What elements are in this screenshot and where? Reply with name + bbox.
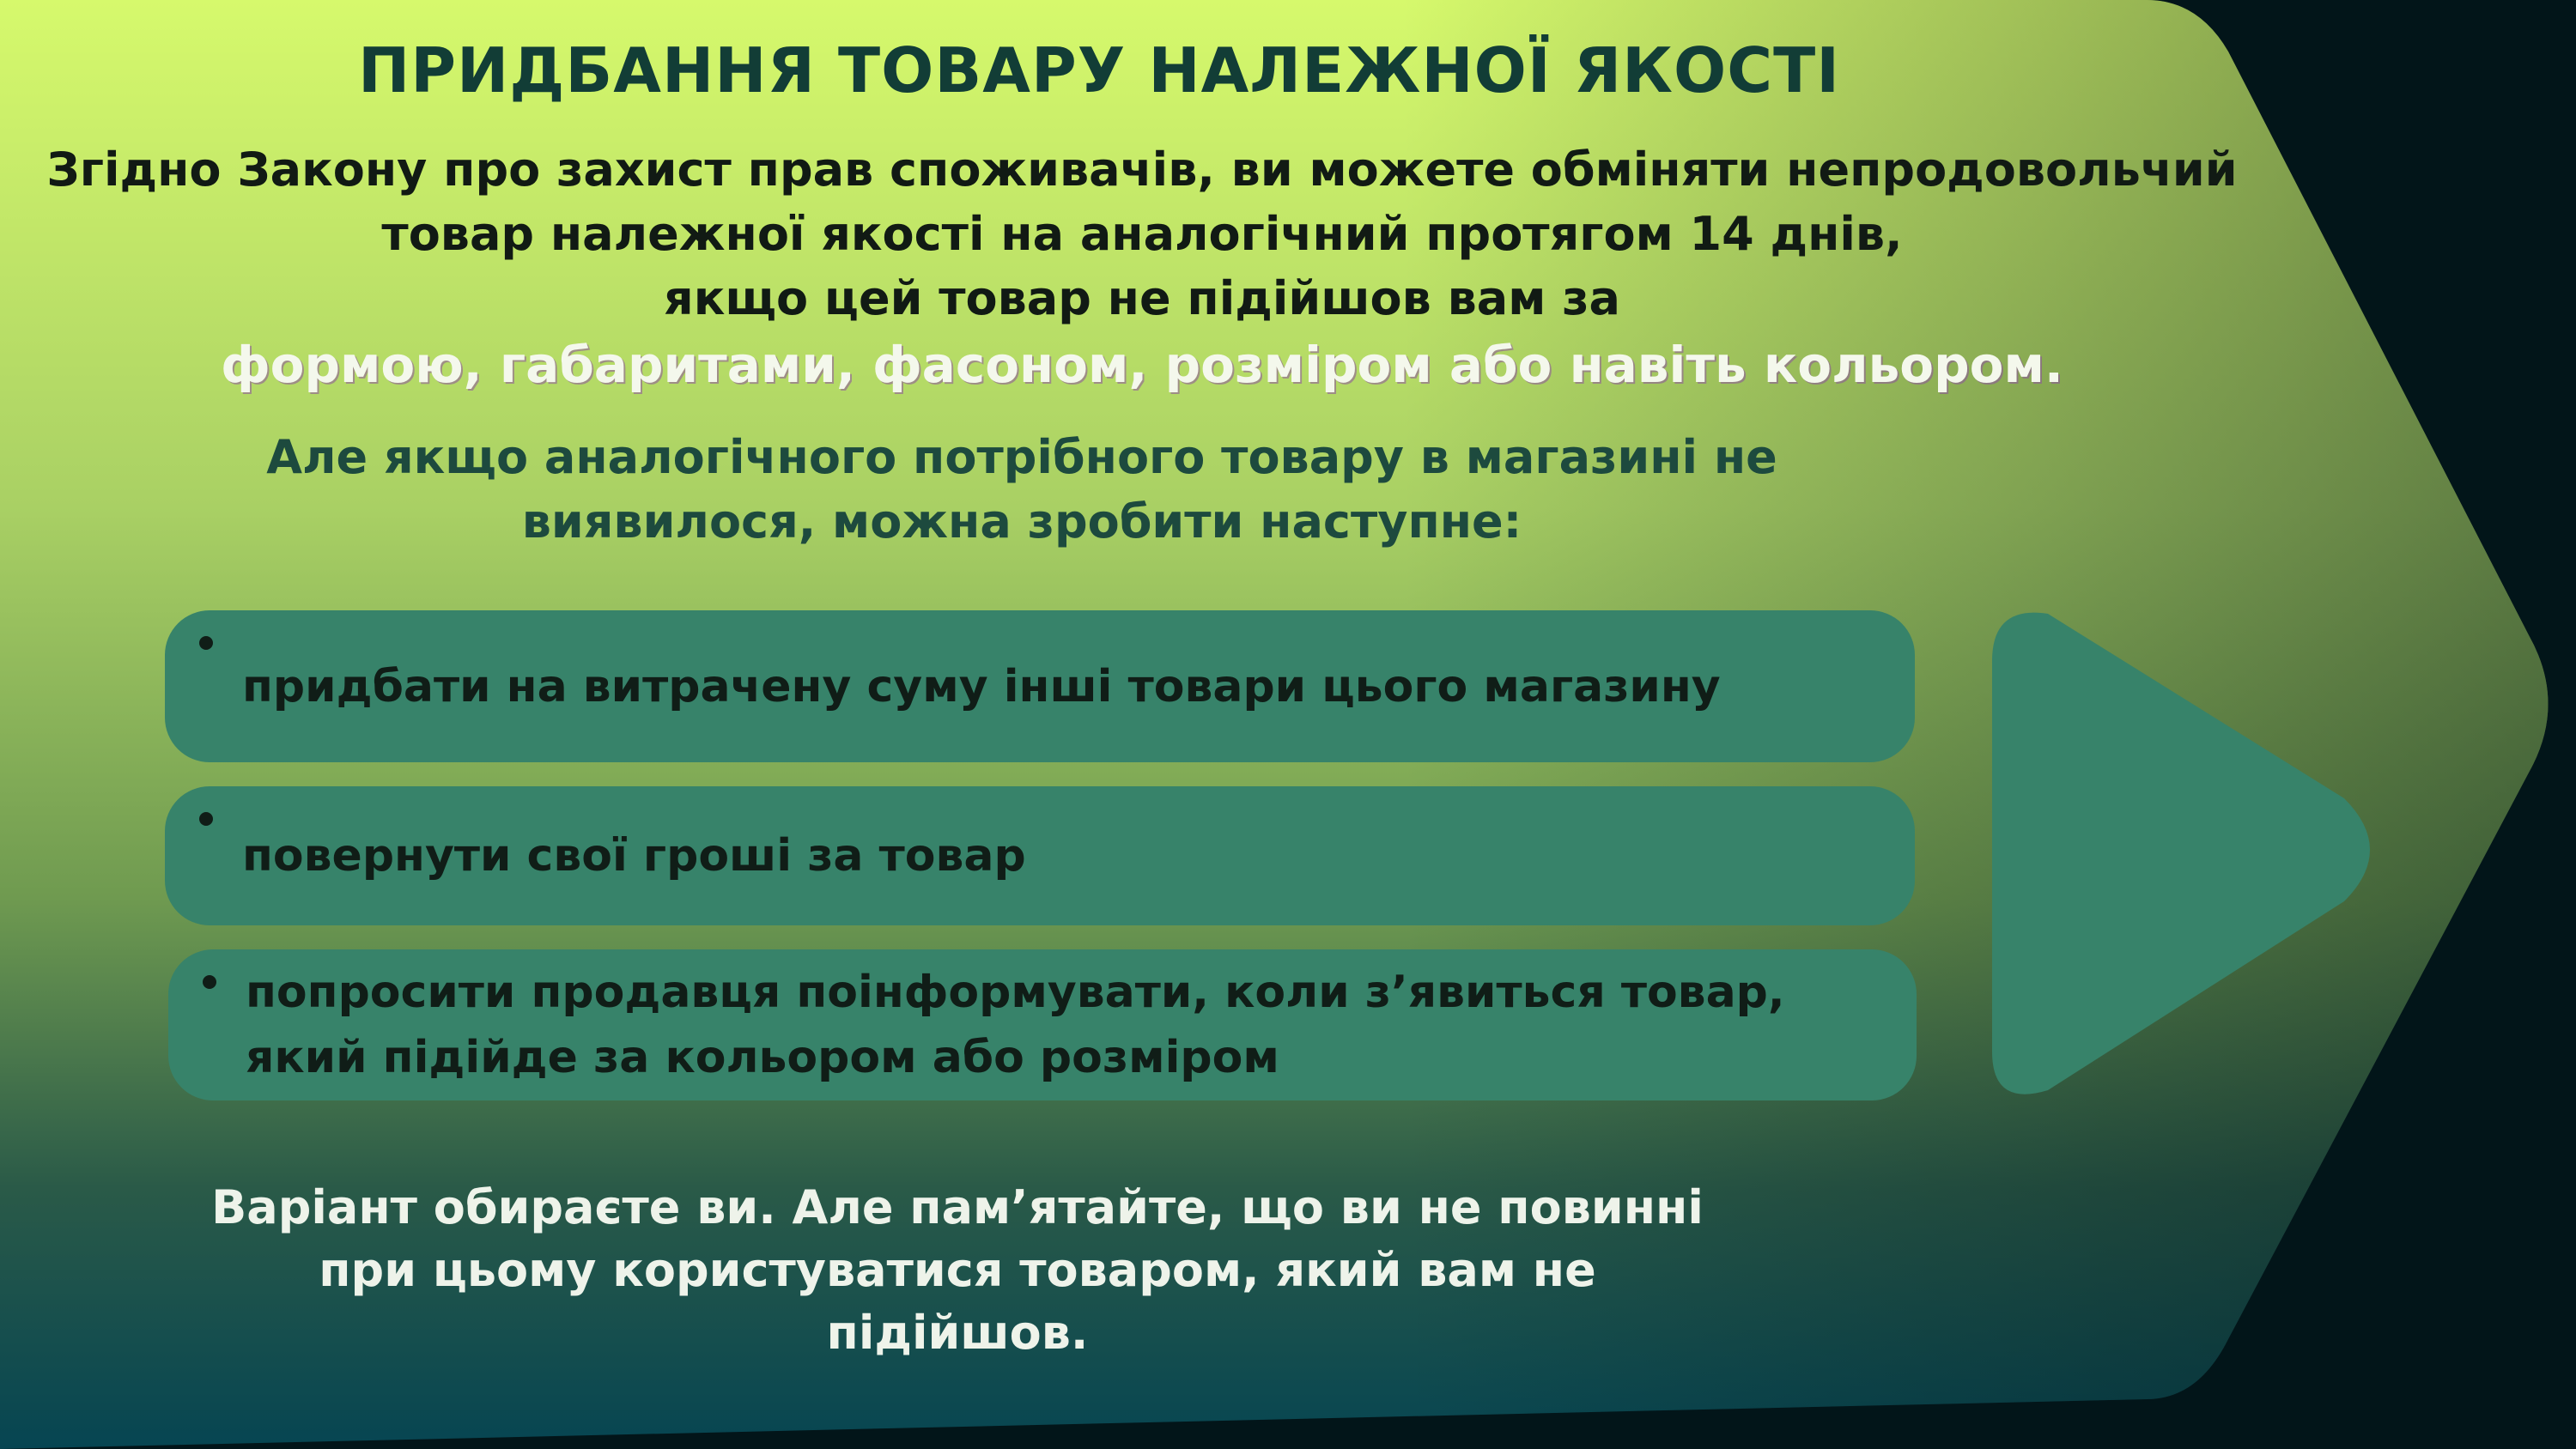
option-refund [165,786,1915,925]
subtitle-line-1: Але якщо аналогічного потрібного товару в магазині не [266,430,1777,484]
outro-line-2: при цьому користуватися товаром, який вам не [319,1243,1596,1297]
option-label: повернути свої гроші за товар [242,830,1026,882]
intro-line-3: якщо цей товар не підійшов вам за [664,271,1620,325]
bullet-icon [199,636,213,650]
intro-paragraph [34,137,2250,399]
subtitle-line-2: виявилося, можна зробити наступне: [521,494,1522,549]
option-buy-other-goods [165,610,1915,762]
bullet-icon [199,812,213,826]
option-label: попросити продавця поінформувати, коли з’явиться товар, який підійде за кольором або розміром [246,967,1785,1083]
outro-line-1: Варіант обираєте ви. Але пам’ятайте, що ви не повинні [211,1180,1704,1234]
intro-line-2: товар належної якості на аналогічний протягом 14 днів, [381,207,1903,261]
page-title: ПРИДБАННЯ ТОВАРУ НАЛЕЖНОЇ ЯКОСТІ [358,34,1840,106]
subtitle [206,425,1838,554]
option-notify [168,949,1917,1100]
bullet-icon [203,975,216,989]
outro-paragraph [129,1176,1786,1364]
outro-line-3: підійшов. [826,1306,1089,1360]
option-label: придбати на витрачену суму інші товари цього магазину [242,660,1721,712]
intro-line-1: Згідно Закону про захист прав споживачів, ви можете обміняти непродовольчий [46,142,2238,197]
intro-highlight: формою, габаритами, фасоном, розміром або навіть кольором. [221,336,2063,394]
